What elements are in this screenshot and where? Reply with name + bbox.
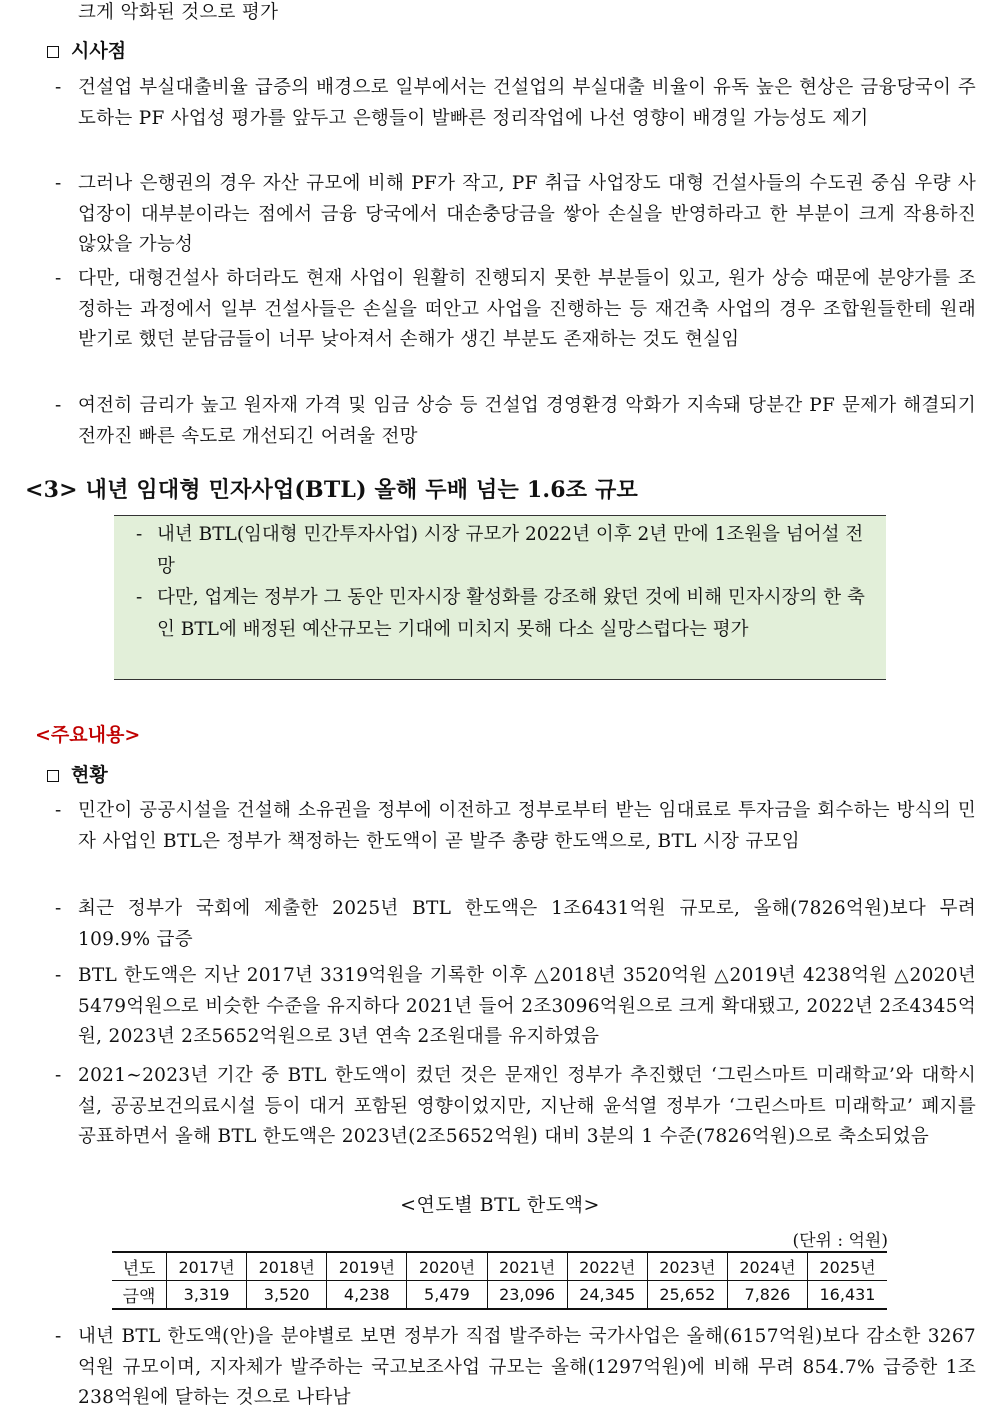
implication-item-text: 여전히 금리가 높고 원자재 가격 및 임금 상승 등 건설업 경영환경 악화가 지속돼 당분간 PF 문제가 해결되기 전까진 빠른 속도로 개선되긴 어려울 전망 [78, 395, 976, 447]
implication-item-4: - 여전히 금리가 높고 원자재 가격 및 임금 상승 등 건설업 경영환경 악화가 지속돼 당분간 PF 문제가 해결되기 전까진 빠른 속도로 개선되긴 어려울 전망 [55, 391, 976, 452]
status-item-text: 최근 정부가 국회에 제출한 2025년 BTL 한도액은 1조6431억원 규모로, 올해(7826억원)보다 무려 109.9% 급증 [78, 898, 976, 950]
table-cell-year: 2017년 [167, 1252, 247, 1281]
status-item-text: 2021∼2023년 기간 중 BTL 한도액이 컸던 것은 문재인 정부가 추진했던 ‘그린스마트 미래학교’와 대학시설, 공공보건의료시설 등이 대거 포함된 영향이었지만, 지난해 윤석열 정부가 ‘그린스마트 미래학교’ 폐지를 공표하면서 올해 BTL 한도액은 2023년(2조5652억원) 대비 3분의 1 수준(7826억원)으로 축소되었음 [78, 1065, 976, 1147]
table-cell-amount: 25,652 [647, 1281, 727, 1310]
continuation-text: 크게 악화된 것으로 평가 [78, 2, 279, 23]
row-label-year: 년도 [112, 1252, 167, 1281]
table-cell-year: 2024년 [727, 1252, 807, 1281]
table-cell-amount: 5,479 [407, 1281, 487, 1310]
status-item-5: - 내년 BTL 한도액(안)을 분야별로 보면 정부가 직접 발주하는 국가사업은 올해(6157억원)보다 감소한 3267억원 규모이며, 지자체가 발주하는 국고보조사업 규모는 올해(1297억원)에 비해 무려 854.7% 급증한 1조238억원에 달하는 것으로 나타남 [55, 1322, 976, 1414]
table-cell-amount: 3,520 [247, 1281, 327, 1310]
table-cell-year: 2022년 [567, 1252, 647, 1281]
status-heading [47, 761, 108, 789]
square-bullet-icon [47, 770, 59, 782]
status-heading-text: 현황 [71, 764, 108, 786]
status-item-4: - 2021∼2023년 기간 중 BTL 한도액이 컸던 것은 문재인 정부가 추진했던 ‘그린스마트 미래학교’와 대학시설, 공공보건의료시설 등이 대거 포함된 영향이었지만, 지난해 윤석열 정부가 ‘그린스마트 미래학교’ 폐지를 공표하면서 올해 BTL 한도액은 2023년(2조5652억원) 대비 3분의 1 수준(7826억원)으로 축소되었음 [55, 1061, 976, 1153]
summary-item-text: 다만, 업계는 정부가 그 동안 민자시장 활성화를 강조해 왔던 것에 비해 민자시장의 한 축인 BTL에 배정된 예산규모는 기대에 미치지 못해 다소 실망스럽다는 평가 [157, 587, 865, 640]
table-cell-amount: 7,826 [727, 1281, 807, 1310]
table-cell-year: 2023년 [647, 1252, 727, 1281]
square-bullet-icon [47, 46, 59, 58]
status-item-text: 민간이 공공시설을 건설해 소유권을 정부에 이전하고 정부로부터 받는 임대료로 투자금을 회수하는 방식의 민자 사업인 BTL은 정부가 책정하는 한도액이 곧 발주 총량 한도액으로, BTL 시장 규모임 [78, 800, 976, 852]
implications-heading [47, 37, 126, 65]
implication-item-2: - 그러나 은행권의 경우 자산 규모에 비해 PF가 작고, PF 취급 사업장도 대형 건설사들의 수도권 중심 우량 사업장이 대부분이라는 점에서 금융 당국에서 대손충당금을 쌓아 손실을 반영하라고 한 부분이 크게 작용하진 않았을 가능성 [55, 169, 976, 261]
status-item-1: - 민간이 공공시설을 건설해 소유권을 정부에 이전하고 정부로부터 받는 임대료로 투자금을 회수하는 방식의 민자 사업인 BTL은 정부가 책정하는 한도액이 곧 발주 총량 한도액으로, BTL 시장 규모임 [55, 796, 976, 857]
table-cell-year: 2018년 [247, 1252, 327, 1281]
implication-item-text: 다만, 대형건설사 하더라도 현재 사업이 원활히 진행되지 못한 부분들이 있고, 원가 상승 때문에 분양가를 조정하는 과정에서 일부 건설사들은 손실을 떠안고 사업을 진행하는 등 재건축 사업의 경우 조합원들한테 원래 받기로 했던 분담금들이 너무 낮아져서 손해가 생긴 부분도 존재하는 것도 현실임 [78, 268, 976, 350]
status-item-text: 내년 BTL 한도액(안)을 분야별로 보면 정부가 직접 발주하는 국가사업은 올해(6157억원)보다 감소한 3267억원 규모이며, 지자체가 발주하는 국고보조사업 규모는 올해(1297억원)에 비해 무려 854.7% 급증한 1조238억원에 달하는 것으로 나타남 [78, 1326, 976, 1408]
table-unit: (단위 : 억원) [792, 1231, 888, 1251]
status-item-3: - BTL 한도액은 지난 2017년 3319억원을 기록한 이후 △2018년 3520억원 △2019년 4238억원 △2020년 5479억원으로 비슷한 수준을 유지하다 2021년 들어 2조3096억원으로 크게 확대됐고, 2022년 2조4345억원, 2023년 2조5652억원으로 3년 연속 2조원대를 유지하였음 [55, 961, 976, 1053]
table-row-years [112, 1252, 887, 1281]
table-caption: <연도별 BTL 한도액> [400, 1194, 600, 1216]
table-cell-year: 2020년 [407, 1252, 487, 1281]
summary-box [114, 515, 886, 680]
status-item-2: - 최근 정부가 국회에 제출한 2025년 BTL 한도액은 1조6431억원 규모로, 올해(7826억원)보다 무려 109.9% 급증 [55, 894, 976, 955]
btl-limit-table [112, 1251, 887, 1310]
summary-item-1: - 내년 BTL(임대형 민간투자사업) 시장 규모가 2022년 이후 2년 만에 1조원을 넘어설 전망 [136, 519, 866, 583]
table-cell-year: 2019년 [327, 1252, 407, 1281]
table-cell-amount: 23,096 [487, 1281, 567, 1310]
implication-item-text: 건설업 부실대출비율 급증의 배경으로 일부에서는 건설업의 부실대출 비율이 유독 높은 현상은 금융당국이 주도하는 PF 사업성 평가를 앞두고 은행들이 발빠른 정리작업에 나선 영향이 배경일 가능성도 제기 [78, 77, 976, 129]
implication-item-3: - 다만, 대형건설사 하더라도 현재 사업이 원활히 진행되지 못한 부분들이 있고, 원가 상승 때문에 분양가를 조정하는 과정에서 일부 건설사들은 손실을 떠안고 사업을 진행하는 등 재건축 사업의 경우 조합원들한테 원래 받기로 했던 분담금들이 너무 낮아져서 손해가 생긴 부분도 존재하는 것도 현실임 [55, 264, 976, 356]
table-cell-year: 2025년 [808, 1252, 888, 1281]
table-row-amounts [112, 1281, 887, 1310]
summary-item-text: 내년 BTL(임대형 민간투자사업) 시장 규모가 2022년 이후 2년 만에 1조원을 넘어설 전망 [157, 524, 864, 577]
table-cell-amount: 16,431 [808, 1281, 888, 1310]
implication-item-text: 그러나 은행권의 경우 자산 규모에 비해 PF가 작고, PF 취급 사업장도 대형 건설사들의 수도권 중심 우량 사업장이 대부분이라는 점에서 금융 당국에서 대손충당금을 쌓아 손실을 반영하라고 한 부분이 크게 작용하진 않았을 가능성 [78, 173, 976, 255]
table-cell-amount: 4,238 [327, 1281, 407, 1310]
table-cell-year: 2021년 [487, 1252, 567, 1281]
table-cell-amount: 24,345 [567, 1281, 647, 1310]
summary-item-2: - 다만, 업계는 정부가 그 동안 민자시장 활성화를 강조해 왔던 것에 비해 민자시장의 한 축인 BTL에 배정된 예산규모는 기대에 미치지 못해 다소 실망스럽다는 평가 [136, 582, 866, 646]
status-item-text: BTL 한도액은 지난 2017년 3319억원을 기록한 이후 △2018년 3520억원 △2019년 4238억원 △2020년 5479억원으로 비슷한 수준을 유지하다 2021년 들어 2조3096억원으로 크게 확대됐고, 2022년 2조4345억원, 2023년 2조5652억원으로 3년 연속 2조원대를 유지하였음 [78, 965, 976, 1047]
section-title: <3> 내년 임대형 민자사업(BTL) 올해 두배 넘는 1.6조 규모 [25, 477, 638, 503]
table-cell-amount: 3,319 [167, 1281, 247, 1310]
implications-heading-text: 시사점 [71, 40, 127, 62]
main-content-label: <주요내용> [35, 724, 141, 746]
row-label-amount: 금액 [112, 1281, 167, 1310]
implication-item-1: - 건설업 부실대출비율 급증의 배경으로 일부에서는 건설업의 부실대출 비율이 유독 높은 현상은 금융당국이 주도하는 PF 사업성 평가를 앞두고 은행들이 발빠른 정리작업에 나선 영향이 배경일 가능성도 제기 [55, 73, 976, 134]
